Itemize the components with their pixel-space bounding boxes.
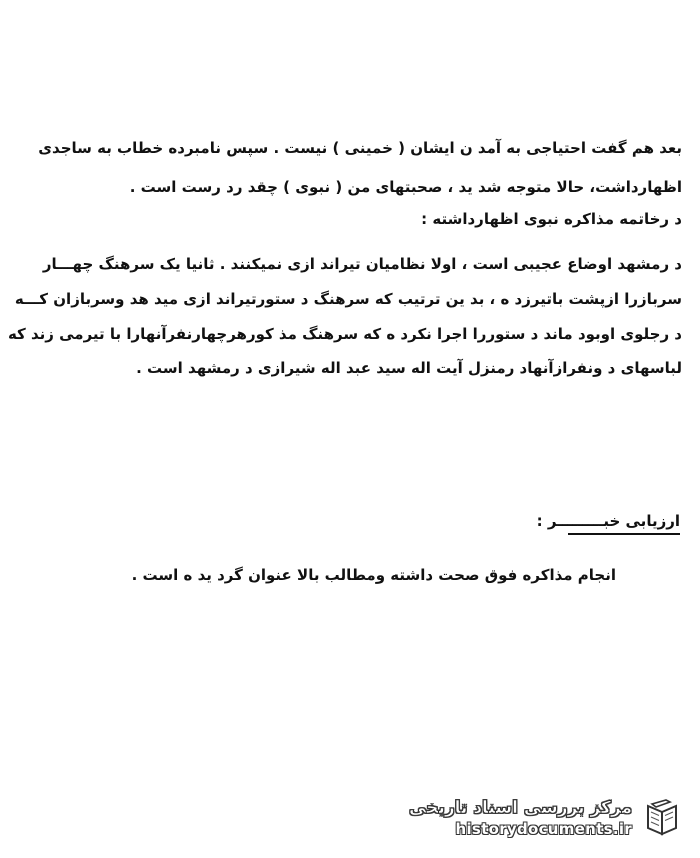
watermark [409, 796, 684, 840]
body-line-4: د رمشهد اوضاع عجیبی است ، اولا نظامیان تیراند ازی نمیکنند . ثانیا یک سرهنگ چهـــار [42, 255, 682, 273]
body-line-7: لباسهای د ونفرازآنهاد رمنزل آیت اله سید عبد اله شیرازی د رمشهد است . [136, 359, 682, 377]
assessment-text: انجام مذاکره فوق صحت داشته ومطالب بالا عنوان گرد ید ه است . [131, 566, 616, 584]
assessment-heading: ارزیابی خبـــــــــر : [536, 512, 680, 530]
heading-underline [568, 533, 680, 535]
watermark-url: historydocuments.ir [455, 820, 632, 838]
book-logo-icon [640, 796, 684, 840]
body-line-1: بعد هم گفت احتیاجی به آمد ن ایشان ( خمینی ) نیست . سپس نامبرده خطاب به ساجدی [38, 139, 682, 157]
body-line-6: د رجلوی اوبود ماند د ستوررا اجرا نکرد ه که سرهنگ مذ کورهرچهارنفرآنهارا با تیرمی زند که [7, 325, 682, 343]
body-line-5: سربازرا ازپشت باتیرزد ه ، بد ین ترتیب که سرهنگ د ستورتیراند ازی مید هد وسربازان کـــه [14, 290, 682, 308]
body-line-2: اظهارداشت، حالا متوجه شد ید ، صحبتهای من ( نبوی ) چقد رد رست است . [129, 178, 682, 196]
body-line-3: د رخاتمه مذاکره نبوی اظهارداشته : [421, 210, 682, 228]
watermark-title: مرکز بررسی اسناد تاریخی [409, 798, 632, 818]
watermark-text [409, 797, 632, 839]
